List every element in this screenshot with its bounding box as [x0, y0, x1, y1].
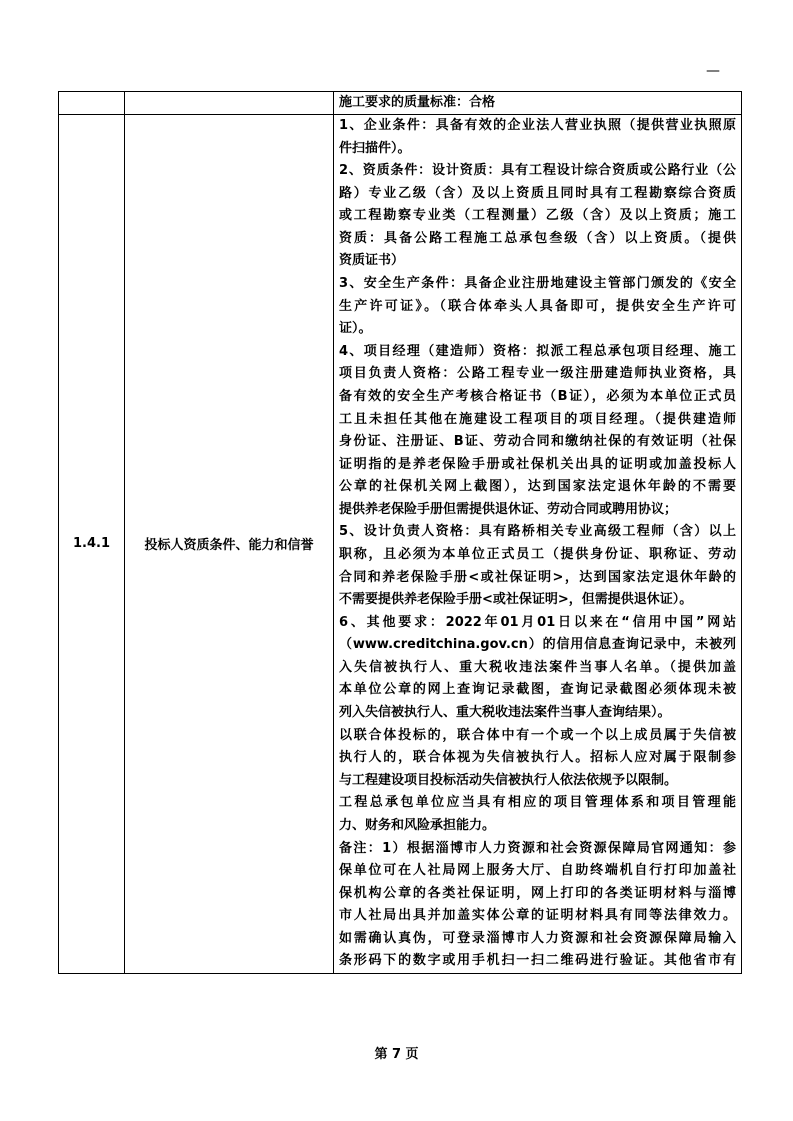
requirements-table [58, 91, 742, 974]
content-line: 不需要提供养老保险手册<或社保证明>，但需提供退休证）。 [339, 592, 693, 608]
content-line: 5、设计负责人资格：具有路桥相关专业高级工程师（含）以上 [339, 524, 736, 540]
table-row [59, 92, 742, 115]
content-line: 施工要求的质量标准：合格 [339, 95, 496, 110]
content-line: 如需确认真伪，可登录淄博市人力资源和社会资源保障局输入 [339, 930, 736, 946]
content-line: 证明指的是养老保险手册或社保机关出具的证明或加盖投标人 [339, 456, 736, 472]
row-item-cell [125, 92, 334, 115]
content-line: 保机构公章的各类社保证明，网上打印的各类证明材料与淄博 [339, 885, 736, 901]
content-line: 项目负责人资格：公路工程专业一级注册建造师执业资格，具 [339, 366, 736, 382]
row-number-cell: 1.4.1 [59, 115, 125, 974]
content-line: 本单位公章的网上查询记录截图，查询记录截图必须体现未被 [339, 682, 736, 698]
content-line: 1、企业条件：具备有效的企业法人营业执照（提供营业执照原 [339, 118, 736, 133]
row-content-cell [334, 115, 742, 974]
table-row [59, 115, 742, 974]
page-mark: — [706, 63, 720, 79]
content-line: 力、财务和风险承担能力。 [339, 817, 496, 833]
content-line: 资质证书） [339, 253, 405, 269]
content-line: 列入失信被执行人、重大税收违法案件当事人查询结果）。 [339, 705, 671, 721]
content-line: （www.creditchina.gov.cn）的信用信息查询记录中，未被列 [339, 637, 736, 653]
content-line: 公章的社保机关网上截图），达到国家法定退休年龄的不需要 [339, 479, 736, 495]
content-line: 身份证、注册证、B证、劳动合同和缴纳社保的有效证明（社保 [339, 434, 736, 450]
content-line: 或工程勘察专业类（工程测量）乙级（含）及以上资质；施工 [339, 208, 736, 224]
content-line: 路）专业乙级（含）及以上资质且同时具有工程勘察综合资质 [339, 185, 736, 201]
content-line: 工且未担任其他在施建设工程项目的项目经理。（提供建造师 [339, 411, 736, 427]
content-line: 以联合体投标的，联合体中有一个或一个以上成员属于失信被 [339, 727, 736, 743]
content-line: 6、其他要求：2022年01月01日以来在“信用中国”网站 [339, 614, 736, 630]
content-line: 入失信被执行人、重大税收违法案件当事人名单。（提供加盖 [339, 659, 736, 675]
row-number-cell [59, 92, 125, 115]
content-line: 资质：具备公路工程施工总承包叁级（含）以上资质。（提供 [339, 230, 736, 246]
content-line: 3、安全生产条件：具备企业注册地建设主管部门颁发的《安全 [339, 276, 736, 292]
content-line: 与工程建设项目投标活动失信被执行人依法依规予以限制。 [339, 772, 678, 788]
content-line: 证）。 [339, 321, 372, 337]
page-footer: 第 7 页 [374, 1047, 419, 1062]
content-line: 保单位可在人社局网上服务大厅、自助终端机自行打印加盖社 [339, 863, 736, 879]
row-item-cell: 投标人资质条件、能力和信誉 [125, 115, 334, 974]
content-line: 市人社局出具并加盖实体公章的证明材料具有同等法律效力。 [339, 908, 736, 924]
content-line: 执行人的，联合体视为失信被执行人。招标人应对属于限制参 [339, 750, 736, 766]
content-line: 工程总承包单位应当具有相应的项目管理体系和项目管理能 [339, 795, 736, 811]
content-line: 生产许可证》。（联合体牵头人具备即可，提供安全生产许可 [339, 298, 736, 314]
content-line: 职称，且必须为本单位正式员工（提供身份证、职称证、劳动 [339, 546, 736, 562]
content-line: 4、项目经理（建造师）资格：拟派工程总承包项目经理、施工 [339, 343, 736, 359]
content-line: 备有效的安全生产考核合格证书（B证），必须为本单位正式员 [339, 388, 736, 404]
content-line: 2、资质条件：设计资质：具有工程设计综合资质或公路行业（公 [339, 163, 736, 179]
content-line: 合同和养老保险手册<或社保证明>，达到国家法定退休年龄的 [339, 569, 736, 585]
content-line: 件扫描件）。 [339, 140, 411, 156]
content-line: 备注：1）根据淄博市人力资源和社会资源保障局官网通知：参 [339, 840, 736, 856]
content-line: 提供养老保险手册但需提供退休证、劳动合同或聘用协议； [339, 501, 678, 517]
row-content-cell [334, 92, 742, 115]
content-line: 条形码下的数字或用手机扫一扫二维码进行验证。其他省市有 [339, 953, 736, 969]
